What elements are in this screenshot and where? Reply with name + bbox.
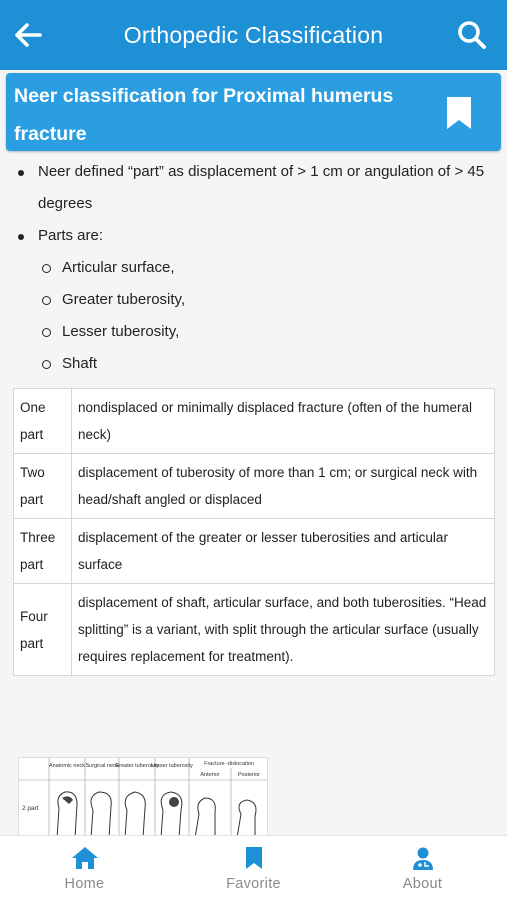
sub-list-item: Articular surface, (0, 252, 507, 284)
sub-list-item: Shaft (0, 348, 507, 380)
figure-col-label: Greater tuberosity (114, 763, 160, 769)
search-icon (457, 20, 487, 50)
app-title: Orthopedic Classification (123, 21, 384, 48)
figure-subcol-label: Anterior (200, 772, 220, 778)
search-button[interactable] (455, 16, 489, 54)
description-cell: displacement of the greater or lesser tuberosities and articular surface (72, 519, 495, 584)
bullet-list (0, 156, 507, 380)
arrow-left-icon (14, 23, 42, 47)
part-cell: Four part (14, 584, 72, 676)
sub-list-item: Greater tuberosity, (0, 284, 507, 316)
table-row (14, 454, 495, 519)
back-button[interactable] (12, 17, 44, 53)
home-icon (71, 846, 99, 870)
app-bar (0, 0, 507, 70)
description-cell: displacement of shaft, articular surface, and both tuberosities. “Head splitting” is a variant, with split through the articular surface (usually requires replacement for treatment). (72, 584, 495, 676)
figure-subcol-label: Posterior (237, 772, 261, 778)
nav-home[interactable] (0, 836, 169, 900)
description-cell: nondisplaced or minimally displaced fracture (often of the humeral neck) (72, 389, 495, 454)
bookmark-icon (245, 846, 263, 870)
table-row (14, 584, 495, 676)
classification-header (6, 73, 501, 151)
nav-favorite[interactable] (169, 836, 338, 900)
description-cell: displacement of tuberosity of more than 1 cm; or surgical neck with head/shaft angled or displaced (72, 454, 495, 519)
table-row (14, 389, 495, 454)
figure-col-label: Anatomic neck (48, 763, 86, 769)
part-cell: One part (14, 389, 72, 454)
figure-col-label: Fracture -dislocation (204, 761, 254, 767)
part-cell: Two part (14, 454, 72, 519)
nav-about-label: About (402, 876, 443, 892)
table-row (14, 519, 495, 584)
nav-favorite-label: Favorite (226, 876, 281, 892)
figure-row-label: 2 part (22, 805, 39, 812)
classification-table (13, 388, 495, 676)
list-item: Parts are: (0, 220, 507, 252)
classification-figure (18, 757, 268, 837)
bottom-navigation (0, 835, 507, 900)
bookmark-icon[interactable] (446, 96, 472, 130)
sub-list-item: Lesser tuberosity, (0, 316, 507, 348)
figure-col-label: Surgical neck (85, 763, 119, 769)
part-cell: Three part (14, 519, 72, 584)
nav-home-label: Home (64, 876, 105, 892)
figure-col-label: Lesser tuberosity (151, 763, 193, 769)
doctor-icon (411, 846, 435, 870)
nav-about[interactable] (338, 836, 507, 900)
list-item: Neer defined “part” as displacement of > 1 cm or angulation of > 45 degrees (0, 156, 507, 220)
classification-title: Neer classification for Proximal humerus fracture (14, 85, 394, 145)
